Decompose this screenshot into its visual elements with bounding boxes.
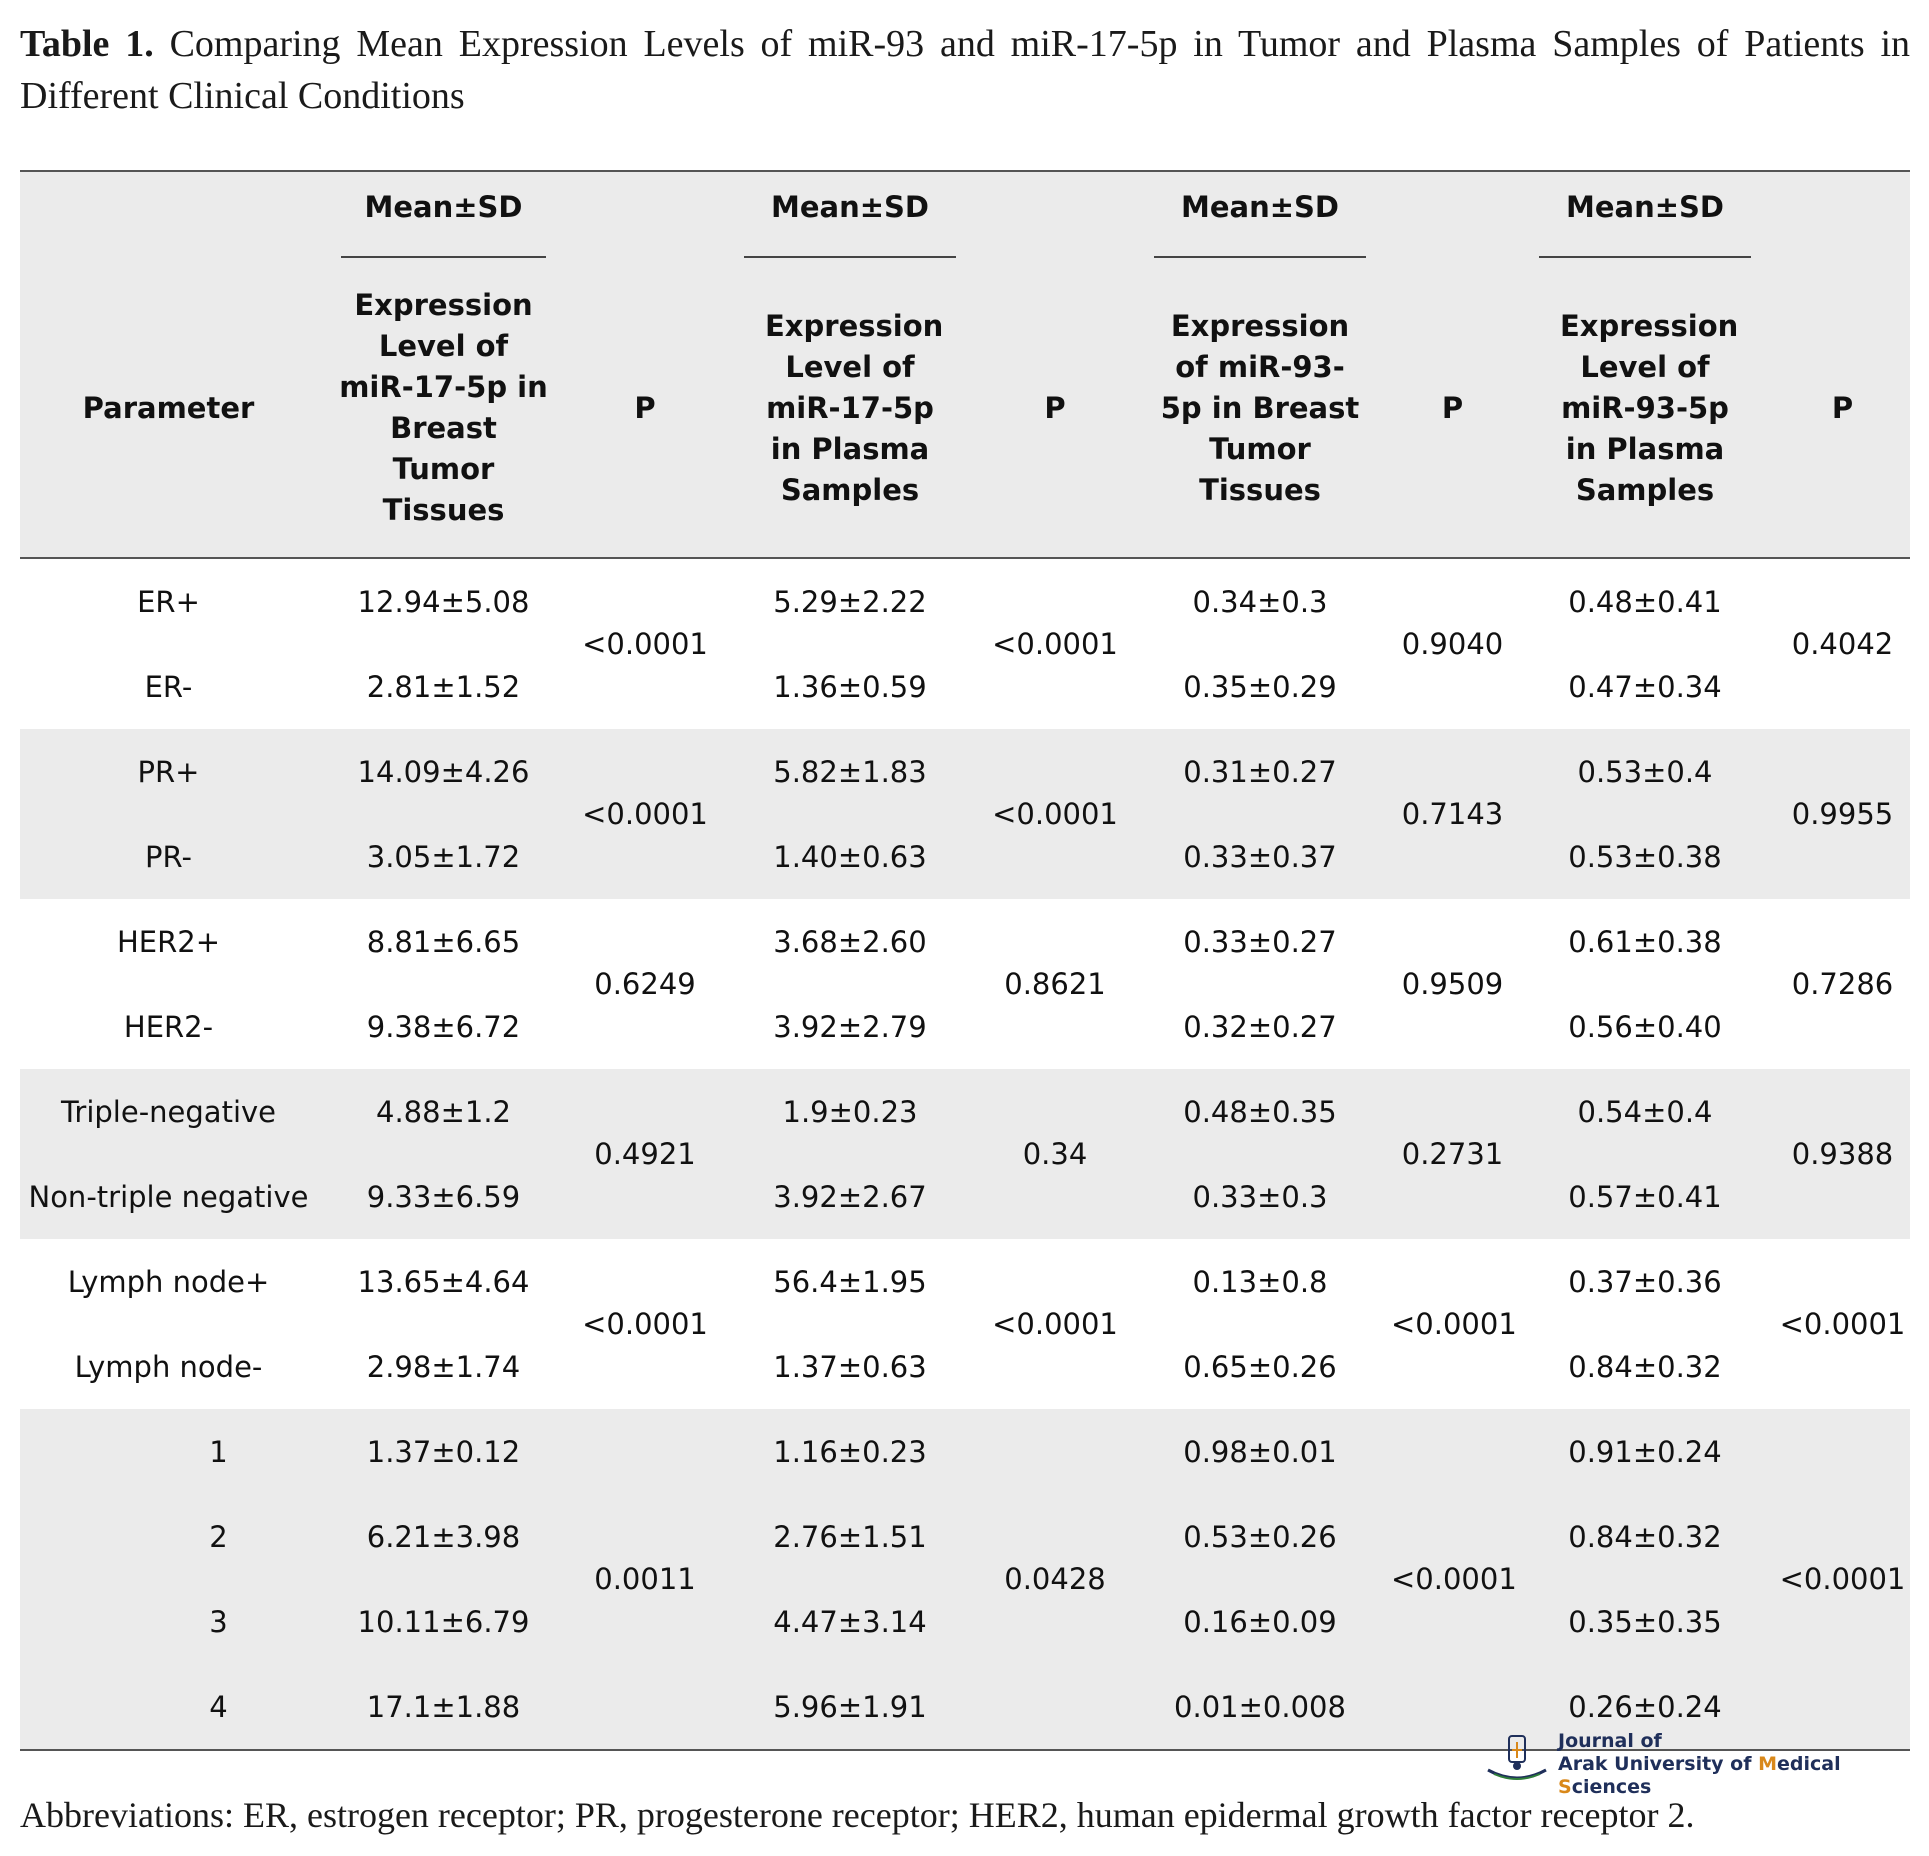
- value-cell: 0.47±0.34: [1515, 644, 1775, 729]
- journal-logo: [1482, 1730, 1912, 1798]
- value-cell: 0.33±0.3: [1130, 1154, 1390, 1239]
- table-row: [20, 644, 1910, 729]
- value-cell: 13.65±4.64: [317, 1239, 570, 1324]
- p-value-cell: <0.0001: [1390, 1409, 1515, 1750]
- row-label: Triple-negative: [20, 1069, 317, 1154]
- p-value-cell: <0.0001: [980, 729, 1130, 899]
- row-label: PR+: [20, 729, 317, 814]
- value-cell: 4.47±3.14: [720, 1579, 980, 1664]
- mean-sd-label: Mean±SD: [1154, 173, 1366, 258]
- journal-name: [1558, 1730, 1912, 1799]
- stage-row-label: [20, 1579, 317, 1664]
- value-cell: 8.81±6.65: [317, 899, 570, 984]
- p-value-cell: 0.0011: [570, 1409, 720, 1750]
- value-cell: 0.48±0.35: [1130, 1069, 1390, 1154]
- row-label: Lymph node+: [20, 1239, 317, 1324]
- p-value-cell: 0.34: [980, 1069, 1130, 1239]
- value-cell: 12.94±5.08: [317, 558, 570, 644]
- value-cell: 56.4±1.95: [720, 1239, 980, 1324]
- header-parameter: Parameter: [20, 259, 317, 558]
- table-label: Table 1.: [20, 23, 154, 65]
- value-cell: 0.65±0.26: [1130, 1324, 1390, 1409]
- value-cell: 0.13±0.8: [1130, 1239, 1390, 1324]
- table-caption: [20, 18, 1910, 122]
- value-cell: 0.98±0.01: [1130, 1409, 1390, 1494]
- value-cell: 1.36±0.59: [720, 644, 980, 729]
- value-cell: 0.56±0.40: [1515, 984, 1775, 1069]
- header-p: P: [1775, 259, 1910, 558]
- p-value-cell: <0.0001: [570, 1239, 720, 1409]
- value-cell: 5.96±1.91: [720, 1664, 980, 1750]
- results-table: [20, 170, 1910, 1751]
- row-label: PR-: [20, 814, 317, 899]
- value-cell: 0.34±0.3: [1130, 558, 1390, 644]
- row-label: Non-triple negative: [20, 1154, 317, 1239]
- value-cell: 2.81±1.52: [317, 644, 570, 729]
- value-cell: 0.31±0.27: [1130, 729, 1390, 814]
- p-value-cell: <0.0001: [980, 558, 1130, 729]
- value-cell: 0.91±0.24: [1515, 1409, 1775, 1494]
- p-value-cell: 0.0428: [980, 1409, 1130, 1750]
- stage-row-label: [20, 1494, 317, 1579]
- stage-number: 3: [209, 1604, 228, 1639]
- mean-sd-label: Mean±SD: [1539, 173, 1751, 258]
- value-cell: 0.53±0.26: [1130, 1494, 1390, 1579]
- table-row: [20, 558, 1910, 644]
- header-row-columns: [20, 259, 1910, 558]
- table-row: [20, 1154, 1910, 1239]
- table-row: [20, 1069, 1910, 1154]
- value-cell: 0.37±0.36: [1515, 1239, 1775, 1324]
- header-col4: Expression Level of miR-93-5p in Plasma Samples: [1515, 259, 1775, 558]
- value-cell: 2.76±1.51: [720, 1494, 980, 1579]
- p-value-cell: <0.0001: [1390, 1239, 1515, 1409]
- value-cell: 10.11±6.79: [317, 1579, 570, 1664]
- table-body: [20, 558, 1910, 1750]
- stage-number: 4: [209, 1689, 228, 1724]
- table-row: [20, 1579, 1910, 1664]
- value-cell: 0.26±0.24: [1515, 1664, 1775, 1750]
- header-p: P: [1390, 259, 1515, 558]
- value-cell: 9.38±6.72: [317, 984, 570, 1069]
- value-cell: 14.09±4.26: [317, 729, 570, 814]
- p-value-cell: 0.4921: [570, 1069, 720, 1239]
- p-value-cell: 0.4042: [1775, 558, 1910, 729]
- row-label: ER+: [20, 558, 317, 644]
- value-cell: 0.54±0.4: [1515, 1069, 1775, 1154]
- row-label: ER-: [20, 644, 317, 729]
- header-col1: Expression Level of miR-17-5p in Breast Tumor Tissues: [317, 259, 570, 558]
- table-row: [20, 729, 1910, 814]
- header-row-mean: [20, 171, 1910, 259]
- value-cell: 0.84±0.32: [1515, 1324, 1775, 1409]
- p-value-cell: <0.0001: [1775, 1239, 1910, 1409]
- p-value-cell: <0.0001: [980, 1239, 1130, 1409]
- header-p: P: [570, 259, 720, 558]
- value-cell: 0.84±0.32: [1515, 1494, 1775, 1579]
- table-title: Comparing Mean Expression Levels of miR-93 and miR-17-5p in Tumor and Plasma Samples of Patients in Different Clinical Conditions: [20, 23, 1910, 117]
- value-cell: 3.92±2.67: [720, 1154, 980, 1239]
- value-cell: 6.21±3.98: [317, 1494, 570, 1579]
- journal-name-line1: Journal of: [1558, 1730, 1662, 1752]
- header-col3: Expression of miR-93-5p in Breast Tumor Tissues: [1130, 259, 1390, 558]
- value-cell: 0.33±0.27: [1130, 899, 1390, 984]
- p-value-cell: <0.0001: [1775, 1409, 1910, 1750]
- header-col2: Expression Level of miR-17-5p in Plasma Samples: [720, 259, 980, 558]
- value-cell: 5.82±1.83: [720, 729, 980, 814]
- value-cell: 0.16±0.09: [1130, 1579, 1390, 1664]
- stage-number: 1: [209, 1434, 228, 1469]
- p-value-cell: 0.9509: [1390, 899, 1515, 1069]
- abbreviations-footnote: Abbreviations: ER, estrogen receptor; PR, progesterone receptor; HER2, human epidermal growth factor receptor 2.: [20, 1795, 1695, 1835]
- row-label: HER2-: [20, 984, 317, 1069]
- value-cell: 0.35±0.29: [1130, 644, 1390, 729]
- p-value-cell: <0.0001: [570, 558, 720, 729]
- value-cell: 0.53±0.38: [1515, 814, 1775, 899]
- p-value-cell: <0.0001: [570, 729, 720, 899]
- p-value-cell: 0.9388: [1775, 1069, 1910, 1239]
- value-cell: 5.29±2.22: [720, 558, 980, 644]
- table-row: [20, 1239, 1910, 1324]
- stage-number: 2: [209, 1519, 228, 1554]
- row-label: Lymph node-: [20, 1324, 317, 1409]
- value-cell: 1.9±0.23: [720, 1069, 980, 1154]
- value-cell: 0.57±0.41: [1515, 1154, 1775, 1239]
- p-value-cell: 0.9955: [1775, 729, 1910, 899]
- stage-row-label: [20, 1664, 317, 1750]
- p-value-cell: 0.8621: [980, 899, 1130, 1069]
- value-cell: 4.88±1.2: [317, 1069, 570, 1154]
- value-cell: 3.05±1.72: [317, 814, 570, 899]
- p-value-cell: 0.6249: [570, 899, 720, 1069]
- value-cell: 0.32±0.27: [1130, 984, 1390, 1069]
- value-cell: 1.37±0.63: [720, 1324, 980, 1409]
- value-cell: 1.40±0.63: [720, 814, 980, 899]
- row-label: HER2+: [20, 899, 317, 984]
- value-cell: 0.61±0.38: [1515, 899, 1775, 984]
- table-row: [20, 1409, 1910, 1494]
- university-emblem-icon: [1482, 1730, 1552, 1786]
- value-cell: 0.33±0.37: [1130, 814, 1390, 899]
- p-value-cell: 0.7143: [1390, 729, 1515, 899]
- table-row: [20, 1494, 1910, 1579]
- value-cell: 0.53±0.4: [1515, 729, 1775, 814]
- p-value-cell: 0.2731: [1390, 1069, 1515, 1239]
- journal-name-line2: Arak University of Medical Sciences: [1558, 1753, 1841, 1798]
- table-row: [20, 1324, 1910, 1409]
- value-cell: 0.01±0.008: [1130, 1664, 1390, 1750]
- value-cell: 17.1±1.88: [317, 1664, 570, 1750]
- value-cell: 0.35±0.35: [1515, 1579, 1775, 1664]
- value-cell: 2.98±1.74: [317, 1324, 570, 1409]
- header-p: P: [980, 259, 1130, 558]
- value-cell: 9.33±6.59: [317, 1154, 570, 1239]
- table-row: [20, 899, 1910, 984]
- p-value-cell: 0.9040: [1390, 558, 1515, 729]
- stage-row-label: [20, 1409, 317, 1494]
- mean-sd-label: Mean±SD: [744, 173, 956, 258]
- table-row: [20, 814, 1910, 899]
- value-cell: 3.92±2.79: [720, 984, 980, 1069]
- value-cell: 1.37±0.12: [317, 1409, 570, 1494]
- mean-sd-label: Mean±SD: [341, 173, 547, 258]
- table-row: [20, 984, 1910, 1069]
- value-cell: 1.16±0.23: [720, 1409, 980, 1494]
- value-cell: 0.48±0.41: [1515, 558, 1775, 644]
- value-cell: 3.68±2.60: [720, 899, 980, 984]
- p-value-cell: 0.7286: [1775, 899, 1910, 1069]
